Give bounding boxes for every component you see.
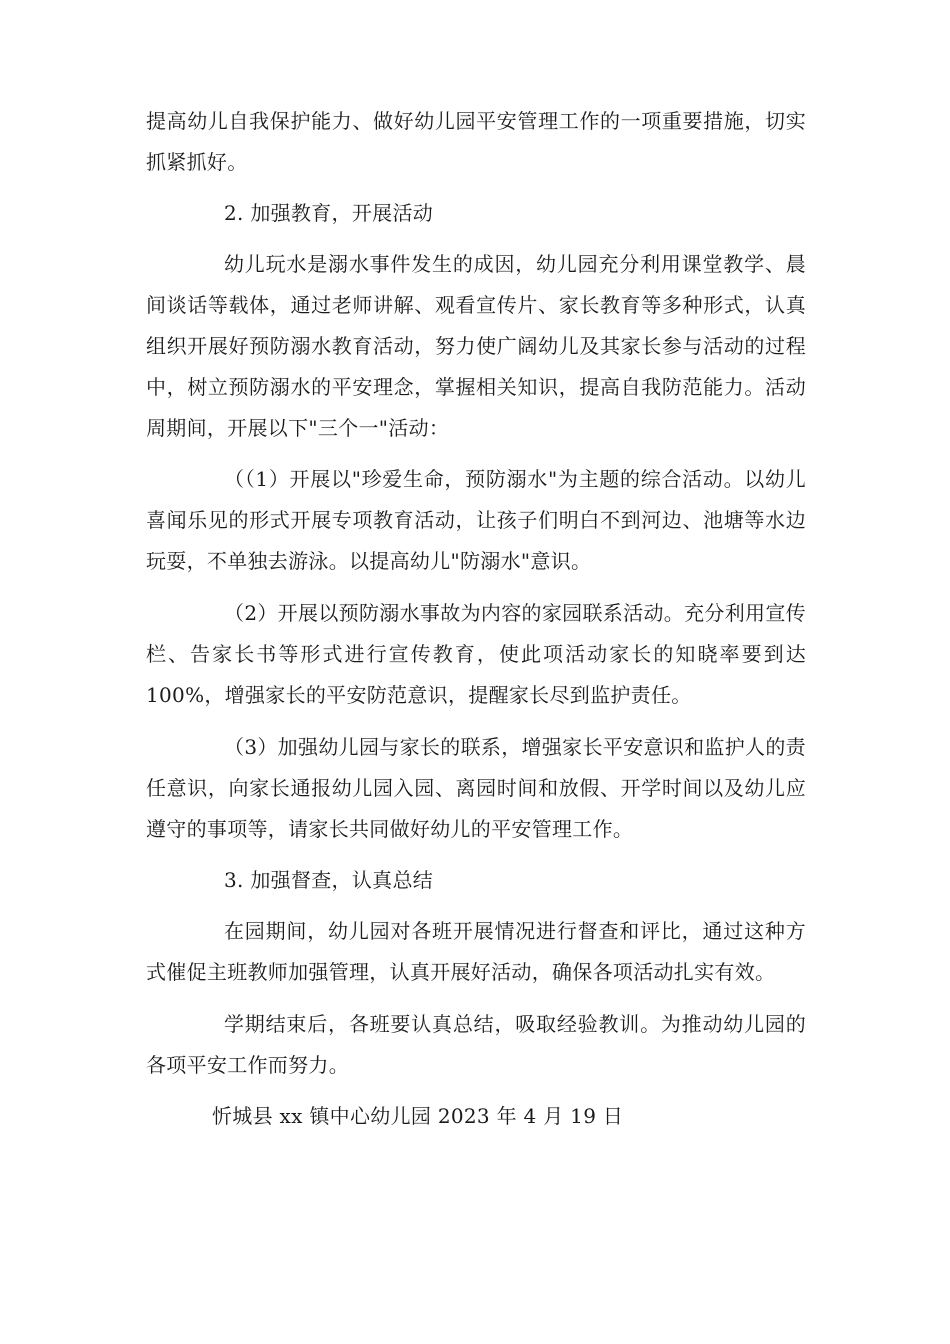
document-page <box>146 101 806 1137</box>
paragraph-activity-1: （（1）开展以"珍爱生命，预防溺水"为主题的综合活动。以幼儿喜闻乐见的形式开展专项教育活动，让孩子们明白不到河边、池塘等水边玩耍，不单独去游泳。以提高幼儿"防溺水"意识。 <box>146 467 806 573</box>
paragraph-supervision: 在园期间，幼儿园对各班开展情况进行督查和评比，通过这种方式催促主班教师加强管理，认真开展好活动，确保各项活动扎实有效。 <box>146 919 806 984</box>
paragraph-activity-3: （3）加强幼儿园与家长的联系，增强家长平安意识和监护人的责任意识，向家长通报幼儿园入园、离园时间和放假、开学时间以及幼儿应遵守的事项等，请家长共同做好幼儿的平安管理工作。 <box>146 735 806 841</box>
paragraph-summary: 学期结束后，各班要认真总结，吸取经验教训。为推动幼儿园的各项平安工作而努力。 <box>146 1012 806 1077</box>
section-heading-education: 2. 加强教育，开展活动 <box>224 201 434 225</box>
paragraph-education-activities: 幼儿玩水是溺水事件发生的成因，幼儿园充分利用课堂教学、晨间谈话等载体，通过老师讲解、观看宣传片、家长教育等多种形式，认真组织开展好预防溺水教育活动，努力使广阔幼儿及其家长参与活动的过程中，树立预防溺水的平安理念，掌握相关知识，提高自我防范能力。活动周期间，开展以下"三个一"活动： <box>146 252 806 440</box>
signature-line: 忻城县 xx 镇中心幼儿园 2023 年 4 月 19 日 <box>212 1104 624 1128</box>
section-heading-supervision: 3. 加强督查，认真总结 <box>224 868 434 892</box>
paragraph-safety-measures: 提高幼儿自我保护能力、做好幼儿园平安管理工作的一项重要措施，切实抓紧抓好。 <box>146 109 806 174</box>
paragraph-activity-2: （2）开展以预防溺水事故为内容的家园联系活动。充分利用宣传栏、告家长书等形式进行宣传教育，使此项活动家长的知晓率要到达 100%，增强家长的平安防范意识，提醒家长尽到监护责任。 <box>146 601 806 707</box>
